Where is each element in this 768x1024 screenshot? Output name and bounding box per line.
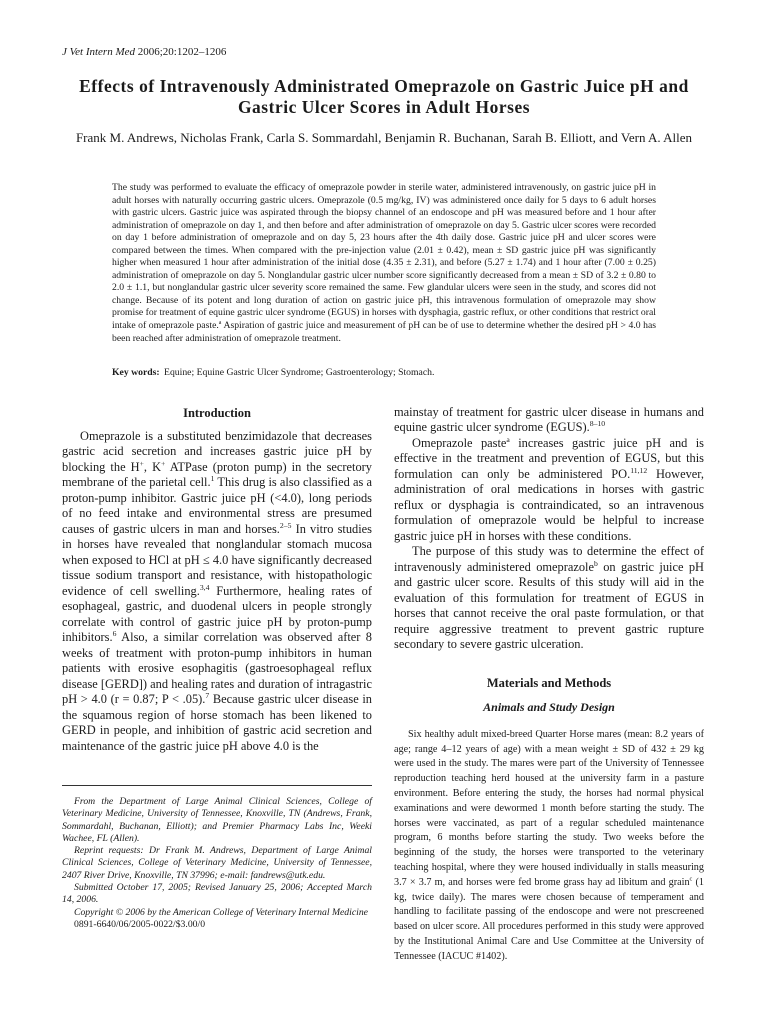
body-text: mainstay of treatment for gastric ulcer disease in humans and equine gastric ulcer syndrome (EGUS). xyxy=(394,405,704,435)
body-text: ATPase (proton pump) in the secretory membrane of the parietal cell. xyxy=(62,459,372,490)
reference-marker: 2–5 xyxy=(279,520,292,530)
keywords-text: Equine; Equine Gastric Ulcer Syndrome; Gastroenterology; Stomach. xyxy=(164,367,435,378)
methods-paragraph xyxy=(394,728,704,965)
body-text: increases gastric juice pH and is effective in the treatment and prevention of EGUS, but this formulation can only be administered PO. xyxy=(394,435,704,481)
section-heading-introduction: Introduction xyxy=(183,406,251,420)
body-text: , K xyxy=(143,459,162,474)
intro-paragraph-2 xyxy=(394,436,704,544)
affiliation-note: From the Department of Large Animal Clinical Sciences, College of Veterinary Medicine, University of Tennessee, Knoxville, TN (Andrews, Frank, Sommardahl, Buchanan, Elliott); and Premier Pharmacy Labs Inc, Weeki Wachee, FL (Allen). xyxy=(62,796,372,844)
intro-continuation xyxy=(394,405,704,436)
superscript: + xyxy=(161,458,166,468)
abstract-text-end: Aspiration of gastric juice and measurement of pH can be of use to determine whether the desired pH > 4.0 has been reached after administration of omeprazole treatment. xyxy=(112,320,657,344)
section-heading-methods: Materials and Methods xyxy=(486,675,612,690)
submission-dates: Submitted October 17, 2005; Revised January 25, 2006; Accepted March 14, 2006. xyxy=(62,882,372,906)
footnote-divider xyxy=(62,785,372,786)
keywords-label: Key words: xyxy=(112,367,160,378)
reference-marker: 11,12 xyxy=(630,465,648,475)
footnote-marker: a xyxy=(506,434,510,444)
journal-citation xyxy=(62,46,226,58)
footnotes xyxy=(62,796,372,931)
right-column xyxy=(394,405,704,965)
copyright-note: Copyright © 2006 by the American College of Veterinary Internal Medicine xyxy=(74,906,368,918)
reference-marker: 8–10 xyxy=(589,419,606,429)
body-text: Because gastric ulcer disease in the squamous region of horse stomach has been likened to GERD in people, and inhibition of gastric acid secretion and maintenance of the gastric juice pH above 4.0 is the xyxy=(62,692,372,753)
reference-marker: 3,4 xyxy=(199,582,210,592)
body-text: Also, a similar correlation was observed after 8 weeks of treatment with proton-pump inhibitors in human patients with erosive esophagitis (gastroesophageal reflux disease [GERD]) and healing rates and duration of intragastric pH > 4.0 (r = 0.87; P < .05). xyxy=(62,630,372,707)
body-text: However, administration of oral medications in horses with gastric reflux or dysphagia is contraindicated, so an intravenous formulation of omeprazole would be helpful to increase gastric juice pH in horses with these conditions. xyxy=(394,466,704,543)
abstract-text: The study was performed to evaluate the efficacy of omeprazole powder in sterile water, administered intravenously, on gastric juice pH in adult horses with naturally occurring gastric ulcers. Omeprazole (0.5 mg/kg, IV) was administered once daily for 5 days to 6 adult horses with gastric ulcers. Gastric juice was aspirated through the biopsy channel of an endoscope and pH was measured before and 1 hour after administration of omeprazole on day 1, and then before and after administration of omeprazole on day 5. Gastric ulcer scores were recorded on day 1 before administration of omeprazole and on day 5, 23 hours after the 4th daily dose. Gastric juice pH and ulcer scores were compared between the times. When compared with the pre-injection value (2.01 ± 0.42), mean ± SD gastric juice pH was significantly higher when measured 1 hour after administration of the initial dose (4.35 ± 2.31), and before (5.27 ± 1.74) and 1 hour after (7.00 ± 0.25) administration of omeprazole on day 5. Nonglandular gastric ulcer number score significantly decreased from a mean ± SD of 3.2 ± 0.80 to 2.0 ± 1.1, but nonglandular gastric ulcer severity score remained the same. Few glandular ulcers were seen in the study, and scores did not change. Because of its potent and long duration of action on gastric juice pH, this intravenous formulation of omeprazole may show promise for treatment of equine gastric ulcer syndrome (EGUS) in horses with dysphagia, gastric reflux, or other conditions that restrict oral intake of omeprazole paste. xyxy=(112,182,656,332)
keywords xyxy=(112,367,656,380)
body-text: Omeprazole paste xyxy=(412,435,507,450)
reprint-note: Reprint requests: Dr Frank M. Andrews, Department of Large Animal Clinical Sciences, College of Veterinary Medicine, University of Tennessee, 2407 River Drive, Knoxville, TN 37996; e-mail: fandrews@utk.edu. xyxy=(62,845,372,881)
article-id: 0891-6640/06/2005-0022/$3.00/0 xyxy=(74,918,206,930)
reference-marker: 6 xyxy=(112,629,117,639)
footnote-marker: c xyxy=(689,875,693,883)
body-text: on gastric juice pH and gastric ulcer score. Results of this study will aid in the evaluation of this formulation for treatment of EGUS in horses that cannot receive the oral paste formulation, or that require aggressive treatment to prevent gastric rupture secondary to severe gastric ulceration. xyxy=(394,559,704,652)
body-text: (1 kg, twice daily). The mares were chosen because of temperament and handling to facilitate passing of the endoscope and were not prescreened based on ulcer score. All procedures performed in this study were approved by the Institutional Animal Care and Use Committee at the University of Tennessee (IACUC #1402). xyxy=(394,876,704,962)
superscript: + xyxy=(139,458,144,468)
body-text: The purpose of this study was to determine the effect of intravenously administered omeprazole xyxy=(394,544,704,574)
intro-paragraph-3 xyxy=(394,544,704,652)
body-text: Furthermore, healing rates of esophageal, gastric, and duodenal ulcers in people strongly correlate with control of gastric juice pH by proton-pump inhibitors. xyxy=(62,583,372,645)
footnote-marker: b xyxy=(594,558,598,568)
article-title: Effects of Intravenously Administrated Omeprazole on Gastric Juice pH and Gastric Ulcer Scores in Adult Horses xyxy=(79,76,689,117)
body-text: Omeprazole is a substituted benzimidazole that decreases gastric acid secretion and increases gastric juice pH by blocking the H xyxy=(62,429,372,474)
body-text: Six healthy adult mixed-breed Quarter Horse mares (mean: 8.2 years of age; range 4–12 years of age) with a mean weight ± SD of 432 ± 29 kg were used in the study. The mares were part of the University of Tennessee reproduction teaching herd housed at the university farm in a pasture environment. Before entering the study, the horses had normal physical examinations and were dewormed 1 month before starting the study. The horses were vaccinated, as part of a regular scheduled maintenance program, 6 months before starting the study. Two weeks before the beginning of the study, the horses were transported to the veterinary teaching hospital, where they were housed individually in stalls measuring 3.7 × 3.7 m, and horses were fed brome grass hay ad libitum and grain xyxy=(394,728,704,888)
footnote-marker: a xyxy=(218,319,222,326)
intro-paragraph xyxy=(62,429,372,754)
reference-marker: 1 xyxy=(210,474,215,484)
body-text: In vitro studies in horses have revealed that nonglandular stomach mucosa when exposed to HCl at pH ≤ 4.0 have significantly decreased tissue sodium transport and resistance, with histopathologic evidence of cell swelling. xyxy=(62,521,372,598)
reference-marker: 7 xyxy=(205,691,210,701)
left-column xyxy=(62,405,372,754)
abstract xyxy=(112,182,656,345)
body-text: This drug is also classified as a proton-pump inhibitor. Gastric juice pH (<4.0), long periods of no feed intake and environmental stress are presumed causes of gastric ulcers in man and horses. xyxy=(62,475,372,536)
journal-name: J Vet Intern Med xyxy=(62,46,135,58)
author-list: Frank M. Andrews, Nicholas Frank, Carla S. Sommardahl, Benjamin R. Buchanan, Sarah B. Elliott, and Vern A. Allen xyxy=(75,130,693,145)
journal-pages: 2006;20:1202–1206 xyxy=(137,46,227,58)
subsection-heading-animals: Animals and Study Design xyxy=(483,699,615,714)
